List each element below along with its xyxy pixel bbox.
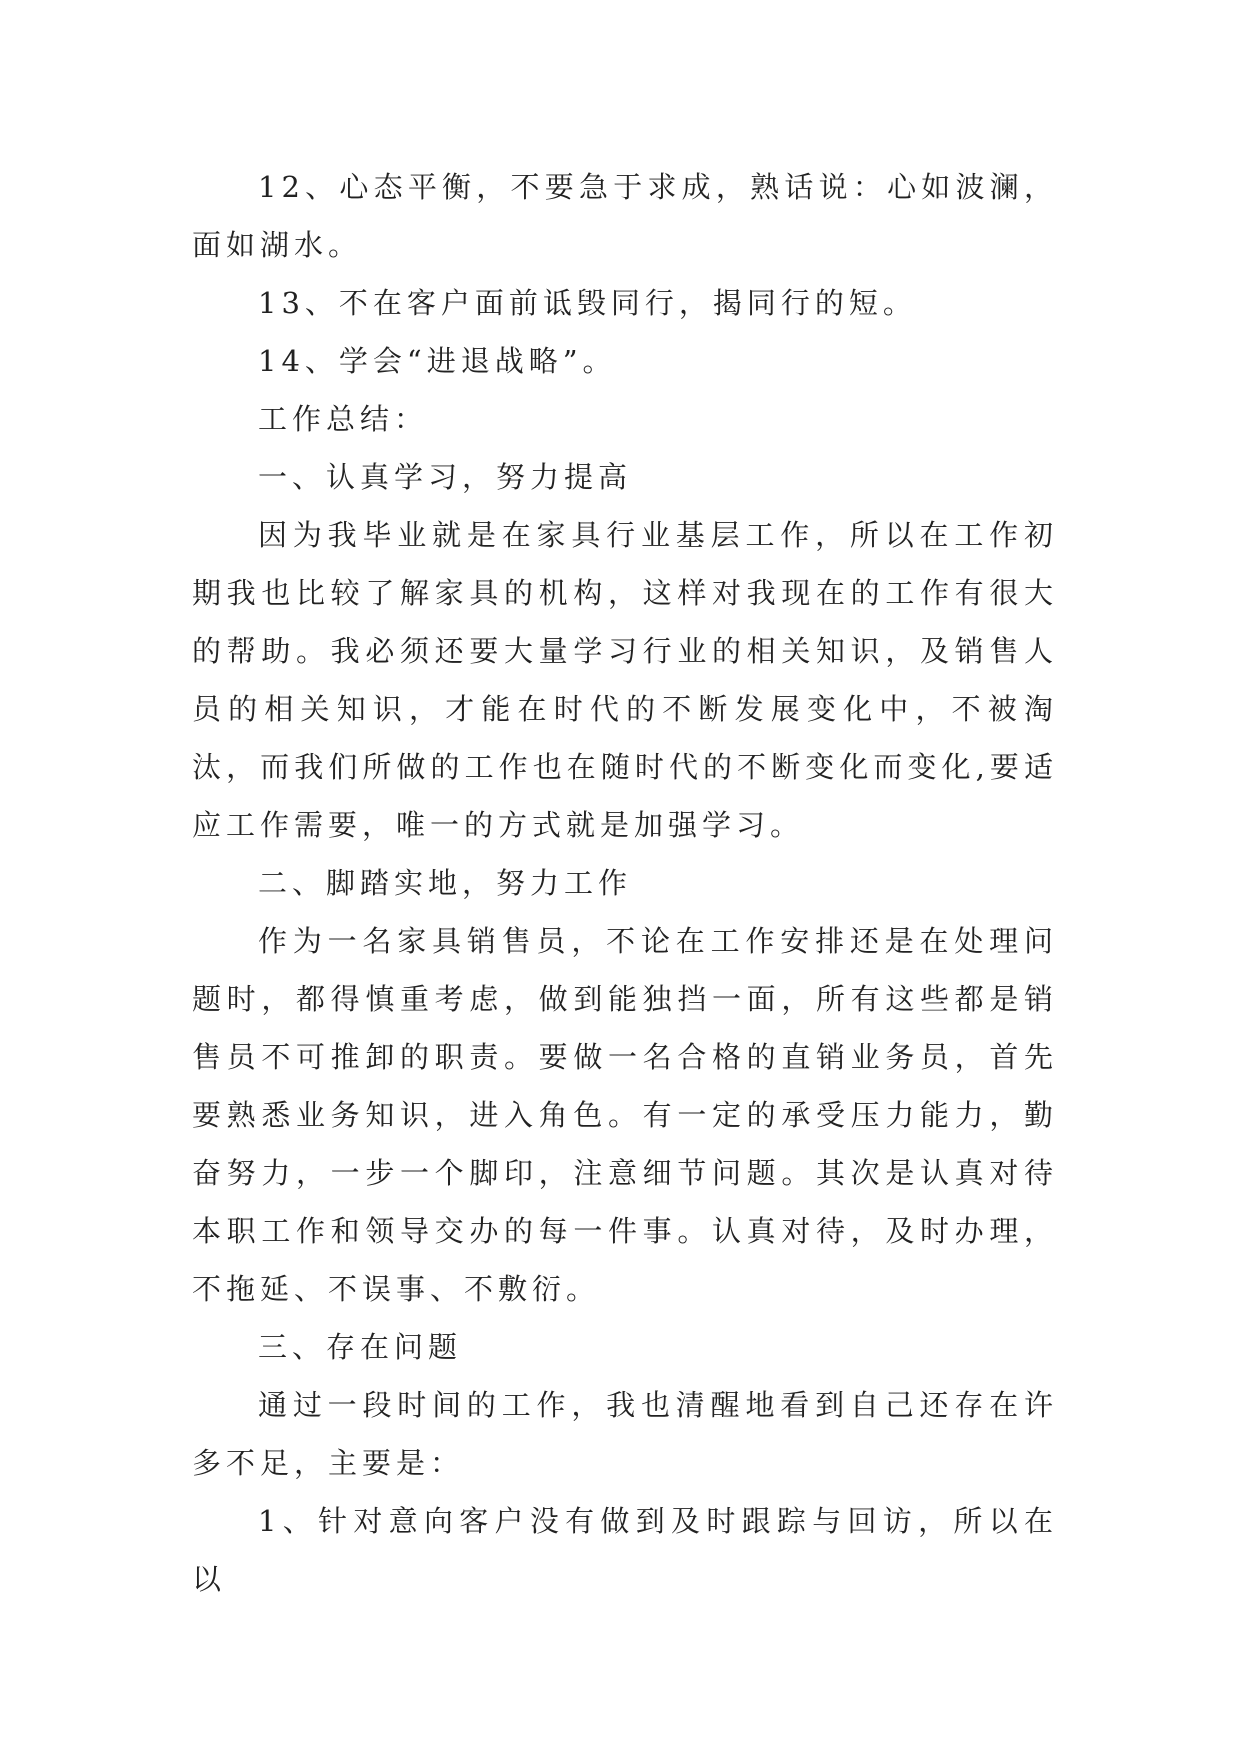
paragraph-item-1: 1、针对意向客户没有做到及时跟踪与回访，所以在以	[192, 1504, 1058, 1596]
section-heading-2: 二、脚踏实地，努力工作	[258, 866, 633, 900]
section-heading-3: 三、存在问题	[258, 1330, 463, 1364]
paragraph-body-1: 因为我毕业就是在家具行业基层工作，所以在工作初期我也比较了解家具的机构，这样对我现在的工作有很大的帮助。我必须还要大量学习行业的相关知识，及销售人员的相关知识，才能在时代的不断发展变化中，不被淘汰，而我们所做的工作也在随时代的不断变化而变化,要适应工作需要，唯一的方式就是加强学习。	[192, 518, 1058, 842]
section-heading-summary: 工作总结：	[258, 402, 429, 436]
section-heading-1: 一、认真学习，努力提高	[258, 460, 633, 494]
paragraph-body-3: 通过一段时间的工作，我也清醒地看到自己还存在许多不足，主要是：	[192, 1388, 1058, 1480]
paragraph-item-12: 12、心态平衡，不要急于求成，熟话说：心如波澜，面如湖水。	[192, 170, 1058, 262]
paragraph-body-2: 作为一名家具销售员，不论在工作安排还是在处理问题时，都得慎重考虑，做到能独挡一面，所有这些都是销售员不可推卸的职责。要做一名合格的直销业务员，首先要熟悉业务知识，进入角色。有一定的承受压力能力，勤奋努力，一步一个脚印，注意细节问题。其次是认真对待本职工作和领导交办的每一件事。认真对待，及时办理，不拖延、不误事、不敷衍。	[192, 924, 1058, 1306]
paragraph-item-13: 13、不在客户面前诋毁同行，揭同行的短。	[258, 286, 917, 320]
document-page	[192, 158, 1058, 1608]
paragraph-item-14: 14、学会“进退战略”。	[258, 344, 617, 378]
